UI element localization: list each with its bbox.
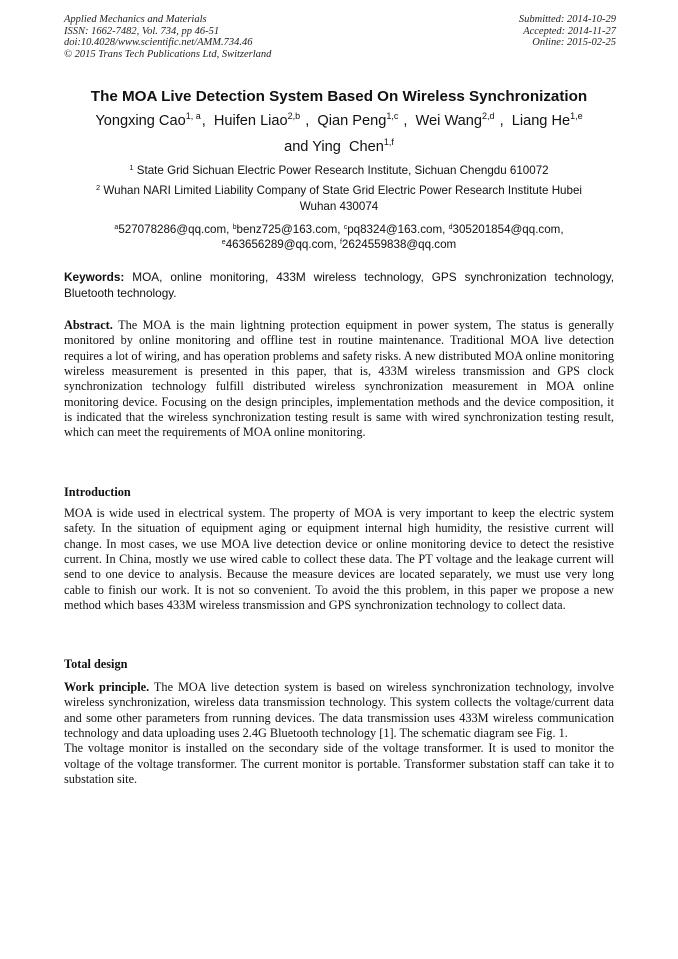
affiliation-number: 2 bbox=[96, 183, 101, 192]
email-mark: c bbox=[343, 224, 348, 231]
journal-copyright: © 2015 Trans Tech Publications Ltd, Switzerland bbox=[64, 48, 272, 60]
author-affiliation-mark: 2,d bbox=[482, 111, 495, 121]
author-affiliation-mark: 1,f bbox=[383, 137, 394, 147]
affiliation-2 bbox=[40, 183, 638, 215]
author-emails: $^a$527078286@qq.com, $^b$benz725@163.com, $^c$pq8324@163.com, $^d$305201854@qq.com, $^e$463656289@qq.com, $^f$2624559838@qq.com bbox=[114, 223, 564, 251]
email-address: 463656289@qq.com bbox=[225, 238, 334, 251]
author-conjunction: and bbox=[284, 139, 309, 155]
voltage-monitor-paragraph: The voltage monitor is installed on the secondary side of the voltage transformer. It is used to monitor the voltage of the voltage transformer. The current monitor is portable. Transformer substation staff can take it to substation site. bbox=[64, 741, 614, 787]
journal-issn: ISSN: 1662-7482, Vol. 734, pp 46-51 bbox=[64, 25, 220, 37]
author-name: Wei Wang bbox=[415, 113, 483, 129]
paper-title: The MOA Live Detection System Based On Wireless Synchronization bbox=[90, 88, 588, 105]
affiliation-text: Wuhan NARI Limited Liability Company of State Grid Electric Power Research Institute Hubei bbox=[103, 184, 582, 197]
author-list: Yongxing Cao$^{1, a}$, Huifen Liao$^{2,b}$ , Qian Peng$^{1,c}$ , Wei Wang$^{2,d}$ , Liang He$^{1,e}$ bbox=[95, 111, 583, 129]
keywords-label: Keywords: bbox=[64, 270, 125, 284]
accepted-date: Accepted: 2014-11-27 bbox=[523, 25, 616, 37]
email-mark: e bbox=[221, 239, 226, 246]
email-address: 527078286@qq.com bbox=[118, 223, 227, 236]
journal-doi: doi:10.4028/www.scientific.net/AMM.734.46 bbox=[64, 37, 253, 49]
affiliation-number: 1 bbox=[129, 163, 134, 172]
author-name: Huifen Liao bbox=[213, 113, 288, 129]
introduction-heading: Introduction bbox=[64, 485, 131, 499]
author-affiliation-mark: 1,c bbox=[386, 111, 399, 121]
affiliation-text: State Grid Sichuan Electric Power Research Institute, Sichuan Chengdu 610072 bbox=[136, 164, 549, 177]
abstract-text: The MOA is the main lightning protection equipment in power system, The status is generally monitored by online monitoring and offline test in routine maintenance. Traditional MOA live detection requires a lot of wiring, and has operation problems and safety risks. A new distributed MOA online monitoring wireless measurement is presented in this paper, that is, 433M wireless transmission and GPS clock synchronization technology fulfill distributed wireless synchronization measurement in MOA online monitoring device. Focusing on the design principles, implementation methods and the device composition, it is indicated that the wireless synchronization testing result is same with wired synchronization testing result, which can meet the requirements of MOA online monitoring. bbox=[64, 318, 614, 440]
email-mark: a bbox=[114, 224, 119, 231]
author-list-continued bbox=[40, 139, 638, 155]
email-address: benz725@163.com bbox=[236, 223, 338, 236]
journal-name: Applied Mechanics and Materials bbox=[64, 14, 207, 25]
work-principle-label: Work principle. bbox=[64, 680, 150, 694]
work-principle-paragraph bbox=[64, 680, 614, 741]
author-affiliation-mark: 1, a bbox=[185, 111, 201, 121]
email-mark: b bbox=[232, 224, 237, 231]
email-address: 305201854@qq.com bbox=[452, 223, 561, 236]
email-address: pq8324@163.com bbox=[347, 223, 443, 236]
email-address: 2624559838@qq.com bbox=[341, 238, 457, 251]
introduction-paragraph: MOA is wide used in electrical system. The property of MOA is very important to keep the electric system safety. In the situation of equipment aging or equipment internal high humidity, the resistive current will change. In most cases, we use MOA live detection device or online monitoring device to detect the resistive current. In China, mostly we use wired cable to collect these data. The PT voltage and the leakage current will send to one device to analysis. Because the measure devices are located separately, we must use very long cable to finish our work. It is not so convenient. To avoid the this problem, in this paper we propose a new method which bases 433M wireless transmission and GPS synchronization technology to collect data. bbox=[64, 506, 614, 613]
submitted-date: Submitted: 2014-10-29 bbox=[518, 14, 616, 25]
online-date: Online: 2015-02-25 bbox=[532, 37, 616, 49]
journal-header-right bbox=[519, 14, 616, 49]
affiliation-text-continued: Wuhan 430074 bbox=[299, 200, 379, 213]
author-name: Qian Peng bbox=[317, 113, 387, 129]
keywords-text: MOA, online monitoring, 433M wireless technology, GPS synchronization technology, Bluetooth technology. bbox=[64, 270, 615, 300]
total-design-heading: Total design bbox=[64, 657, 128, 671]
author-name: Liang He bbox=[511, 113, 571, 129]
email-mark: f bbox=[339, 239, 342, 246]
email-mark: d bbox=[448, 224, 453, 231]
total-design-body bbox=[64, 680, 614, 787]
journal-header-left bbox=[64, 14, 271, 60]
author-affiliation-mark: 1,e bbox=[570, 111, 583, 121]
keywords bbox=[64, 270, 614, 301]
author-name: Yongxing Cao bbox=[95, 113, 186, 129]
author-affiliation-mark: 2,b bbox=[287, 111, 301, 121]
author-name: Ying Chen bbox=[312, 139, 384, 155]
work-principle-text: The MOA live detection system is based on wireless synchronization technology, involve wireless synchronization, wireless data transmission technology. This system collects the voltage/current data and some other parameters from running devices. The data transmission uses 433M wireless communication technology and data uploading uses 2.4G Bluetooth technology [1]. The schematic diagram see Fig. 1. bbox=[64, 680, 614, 741]
abstract-label: Abstract. bbox=[64, 318, 113, 332]
affiliation-1 bbox=[40, 163, 638, 179]
abstract bbox=[64, 318, 614, 441]
